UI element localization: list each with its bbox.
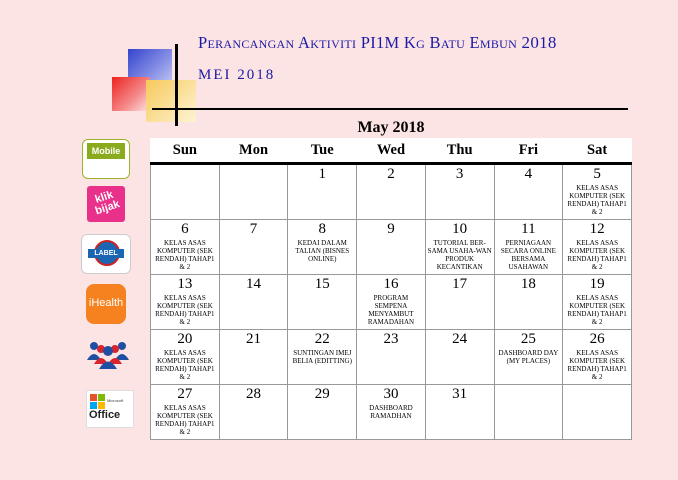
day-number: 27 [177,386,193,402]
office-square-yellow [98,402,105,409]
day-number: 18 [520,276,536,292]
weekday-sat: Sat [563,138,632,164]
weekday-mon: Mon [219,138,288,164]
day-number: 2 [387,166,395,182]
calendar-body [151,164,632,440]
day-number: 21 [246,331,262,347]
calendar-day-cell [425,220,494,275]
office-logo-small-text: Microsoft [107,398,124,403]
day-number: 22 [314,331,330,347]
calendar-week-row [151,275,632,330]
day-number: 10 [452,221,468,237]
decorative-vertical-rule [175,44,178,126]
calendar-table [150,138,632,440]
day-number: 4 [524,166,533,182]
day-number: 1 [318,166,326,182]
day-number: 24 [452,331,468,347]
day-number: 6 [181,221,189,237]
event-text: KELAS ASAS KOMPUTER (SEK RENDAH) TAHAP1 & 2 [567,239,627,271]
page-title-year: 2018 [521,33,557,52]
calendar-day-cell [563,330,632,385]
event-text: KELAS ASAS KOMPUTER (SEK RENDAH) TAHAP1 & 2 [567,349,627,381]
ihealth-logo-icon [86,284,126,324]
calendar-day-cell [288,220,357,275]
calendar-day-cell [151,385,220,440]
office-square-blue [90,402,97,409]
calendar-day-cell [151,275,220,330]
weekday-sun: Sun [151,138,220,164]
day-number: 20 [177,331,193,347]
event-text: KELAS ASAS KOMPUTER (SEK RENDAH) TAHAP1 & 2 [155,349,215,381]
label-logo-text: LABEL [88,249,124,258]
event-text: DASHBOARD RAMADHAN [369,404,413,420]
weekday-thu: Thu [425,138,494,164]
calendar-day-cell [563,220,632,275]
office-logo-text: Office [89,409,121,421]
calendar-week-row [151,330,632,385]
event-text: KELAS ASAS KOMPUTER (SEK RENDAH) TAHAP1 & 2 [155,239,215,271]
day-number: 7 [249,221,258,237]
day-number: 17 [452,276,468,292]
event-text: KELAS ASAS KOMPUTER (SEK RENDAH) TAHAP1 & 2 [567,184,627,216]
page-title [198,33,557,53]
day-number: 15 [314,276,330,292]
calendar-day-cell [151,330,220,385]
day-number: 11 [521,221,536,237]
day-number: 26 [589,331,605,347]
calendar-empty-cell [563,385,632,440]
calendar-day-cell [425,385,494,440]
mobile-logo-text: Mobile [87,143,125,159]
day-number: 25 [520,331,536,347]
calendar-day-cell [425,275,494,330]
calendar-day-cell [288,275,357,330]
calendar-week-row [151,220,632,275]
ihealth-logo-text: iHealth [88,297,124,309]
calendar-day-cell [357,164,426,220]
calendar-day-cell [494,330,563,385]
page-subtitle: MEI 2018 [198,67,276,83]
calendar-empty-cell [494,385,563,440]
day-number: 29 [314,386,330,402]
day-number: 8 [318,221,326,237]
calendar-day-cell [563,275,632,330]
calendar-day-cell [151,220,220,275]
calendar-day-cell [288,385,357,440]
office-square-green [98,394,105,401]
calendar-week-row [151,385,632,440]
calendar-day-cell [357,220,426,275]
calendar-title: May 2018 [357,119,425,136]
calendar-day-cell [357,385,426,440]
calendar-day-cell [494,164,563,220]
day-number: 23 [383,331,399,347]
calendar-day-cell [563,164,632,220]
calendar-empty-cell [219,164,288,220]
label-logo-icon [81,234,131,274]
calendar-day-cell [288,164,357,220]
decorative-yellow-square [146,80,196,122]
weekday-fri: Fri [494,138,563,164]
page-title-text: Perancangan Aktiviti PI1M Kg Batu Embun [198,33,518,52]
decorative-horizontal-rule [152,108,628,110]
calendar-day-cell [425,330,494,385]
event-text: KEDAI DALAM TALIAN (BISNES ONLINE) [295,239,350,263]
day-number: 12 [589,221,605,237]
event-text: SUNTINGAN IMEJ BELIA (EDITTING) [292,349,352,365]
weekday-tue: Tue [288,138,357,164]
microsoft-office-logo-icon [86,390,134,428]
day-number: 13 [177,276,193,292]
event-text: PROGRAM SEMPENA MENYAMBUT RAMADAHAN [367,294,415,326]
calendar-day-cell [494,220,563,275]
calendar-day-cell [288,330,357,385]
calendar-day-cell [425,164,494,220]
day-number: 19 [589,276,605,292]
calendar-empty-cell [151,164,220,220]
event-text: TUTORIAL BER-SAMA USAHA-WAN PRODUK KECANTIKAN [427,239,492,271]
day-number: 28 [246,386,262,402]
day-number: 5 [593,166,601,182]
people-group-icon [86,336,130,370]
event-text: DASHBOARD DAY (MY PLACES) [498,349,559,365]
calendar-day-cell [219,385,288,440]
calendar-day-cell [357,330,426,385]
day-number: 31 [452,386,468,402]
weekday-wed: Wed [357,138,426,164]
day-number: 14 [246,276,262,292]
klik-bijak-logo-text: klik bijak [93,188,122,218]
event-text: PERNIAGAAN SECARA ONLINE BERSAMA USAHAWAN [500,239,556,271]
calendar-week-row [151,164,632,220]
day-number: 9 [387,221,395,237]
klik-bijak-logo-icon [87,186,125,222]
decorative-red-square [112,77,150,111]
event-text: KELAS ASAS KOMPUTER (SEK RENDAH) TAHAP1 & 2 [155,404,215,436]
calendar-day-cell [219,275,288,330]
mobile-logo-icon [82,139,130,179]
event-text: KELAS ASAS KOMPUTER (SEK RENDAH) TAHAP1 & 2 [155,294,215,326]
weekday-header-row [151,138,632,164]
day-number: 30 [383,386,399,402]
mobile-logo-panel [87,161,125,174]
office-square-red [90,394,97,401]
calendar-day-cell [219,330,288,385]
day-number: 3 [455,166,464,182]
day-number: 16 [383,276,399,292]
calendar-day-cell [357,275,426,330]
event-text: KELAS ASAS KOMPUTER (SEK RENDAH) TAHAP1 & 2 [567,294,627,326]
calendar-day-cell [219,220,288,275]
calendar-day-cell [494,275,563,330]
people-group-graphic [86,336,130,370]
